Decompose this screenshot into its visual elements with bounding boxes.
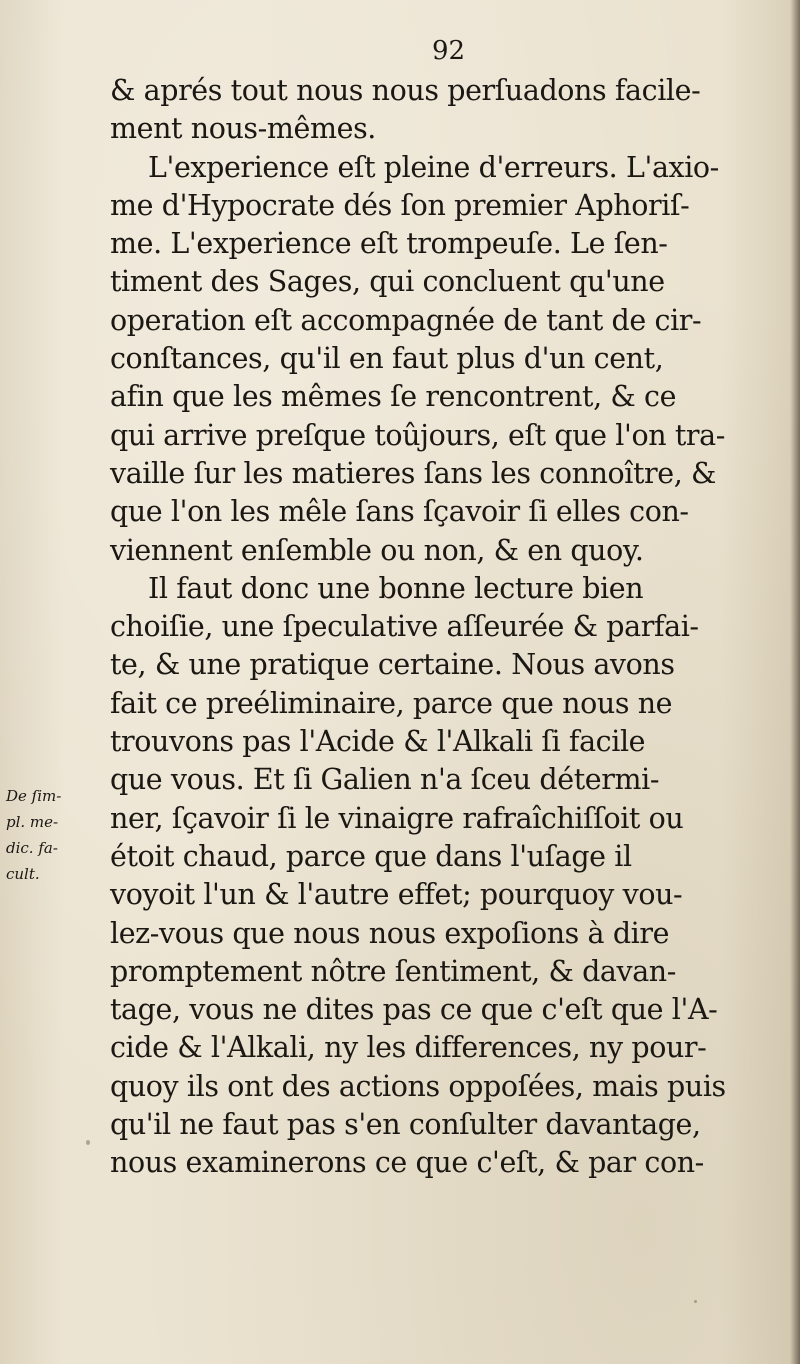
text-line: me d'Hypocrate dés ſon premier Aphoriſ- — [110, 188, 690, 222]
body-text — [110, 72, 790, 1183]
text-line: fait ce preéliminaire, parce que nous ne — [110, 686, 673, 720]
text-line: Il faut donc une bonne lecture bien — [148, 571, 644, 605]
text-line: que vous. Et ſi Galien n'a ſceu détermi- — [110, 763, 660, 797]
text-line: te, & une pratique certaine. Nous avons — [110, 648, 675, 682]
text-line: tage, vous ne dites pas ce que c'eſt que l'A- — [110, 993, 718, 1027]
text-line: afin que les mêmes ſe rencontrent, & ce — [110, 380, 677, 414]
text-line: conſtances, qu'il en faut plus d'un cent, — [110, 342, 664, 376]
text-line: ment nous-mêmes. — [110, 112, 376, 146]
text-line: trouvons pas l'Acide & l'Alkali ſi facile — [110, 725, 646, 759]
page-edge-shadow — [790, 0, 800, 1364]
text-line: que l'on les mêle ſans ſçavoir ſi elles con- — [110, 495, 689, 529]
text-line: operation eſt accompagnée de tant de cir- — [110, 303, 702, 337]
text-line: étoit chaud, parce que dans l'uſage il — [110, 839, 632, 873]
text-line: vaille ſur les matieres ſans les connoître, & — [110, 456, 717, 490]
margin-note-line: De ſim- — [6, 787, 62, 805]
text-line: ner, ſçavoir ſi le vinaigre rafraîchiſſoit ou — [110, 801, 684, 835]
text-line: L'experience eſt pleine d'erreurs. L'axio- — [148, 150, 719, 184]
text-line: lez-vous que nous nous expoſions à dire — [110, 916, 670, 950]
text-line: timent des Sages, qui concluent qu'une — [110, 265, 665, 299]
text-line: voyoit l'un & l'autre effet; pourquoy vou- — [110, 878, 683, 912]
page-number: 92 — [432, 36, 466, 66]
margin-note — [6, 783, 96, 887]
text-line: promptement nôtre ſentiment, & davan- — [110, 954, 676, 988]
text-line: nous examinerons ce que c'eſt, & par con- — [110, 1146, 704, 1180]
paper-speck — [694, 1300, 697, 1303]
text-line: me. L'experience eſt trompeuſe. Le ſen- — [110, 227, 668, 261]
text-line: cide & l'Alkali, ny les differences, ny pour- — [110, 1031, 707, 1065]
text-line: viennent enſemble ou non, & en quoy. — [110, 533, 644, 567]
text-line: qui arrive preſque toûjours, eſt que l'on tra- — [110, 418, 725, 452]
paper-speck — [86, 1140, 90, 1145]
margin-note-line: dic. fa- — [6, 839, 58, 857]
text-line: qu'il ne faut pas s'en conſulter davantage, — [110, 1108, 701, 1142]
margin-note-line: cult. — [6, 865, 40, 883]
text-line: & aprés tout nous nous perſuadons facile- — [110, 74, 701, 107]
text-line: quoy ils ont des actions oppoſées, mais puis — [110, 1069, 726, 1103]
margin-note-line: pl. me- — [6, 813, 59, 831]
text-line: choiſie, une ſpeculative aſſeurée & parfai- — [110, 610, 699, 644]
